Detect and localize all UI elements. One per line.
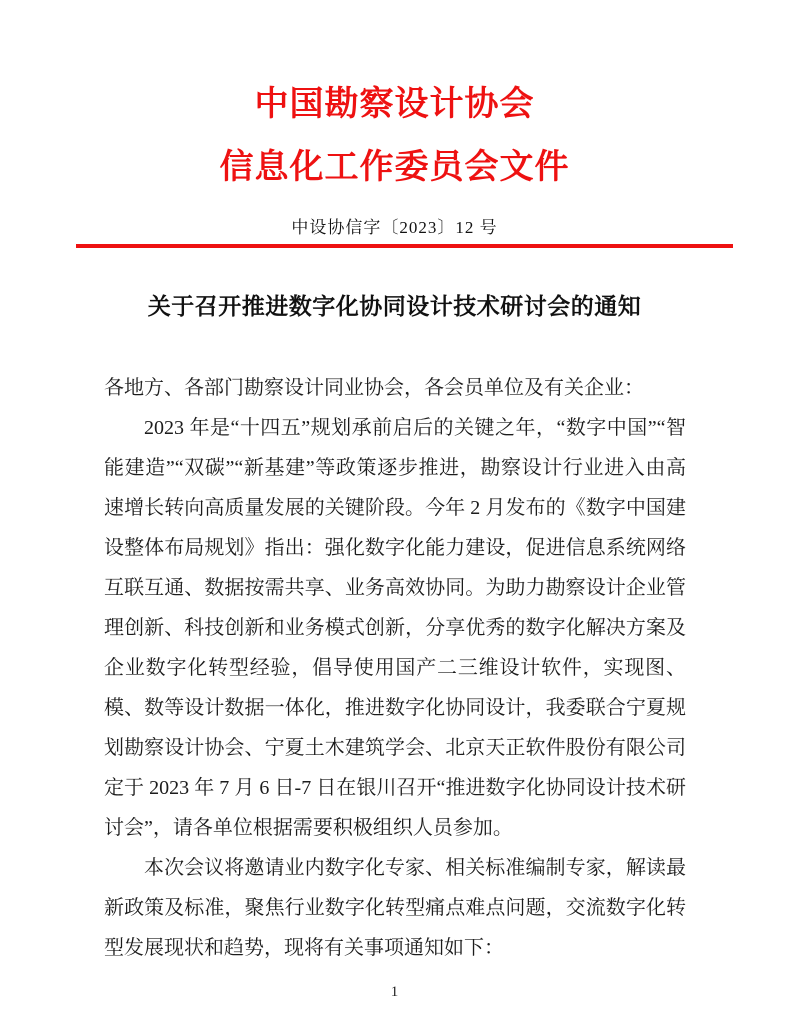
document-body xyxy=(104,368,686,968)
body-paragraph-1: 2023 年是“十四五”规划承前启后的关键之年，“数字中国”“智能建造”“双碳”“新基建”等政策逐步推进，勘察设计行业进入由高速增长转向高质量发展的关键阶段。今年 2 月发布的《数字中国建设整体布局规划》指出：强化数字化能力建设，促进信息系统网络互联互通、数据按需共享、业务高效协同。为助力勘察设计企业管理创新、科技创新和业务模式创新，分享优秀的数字化解决方案及企业数字化转型经验，倡导使用国产二三维设计软件，实现图、模、数等设计数据一体化，推进数字化协同设计，我委联合宁夏规划勘察设计协会、宁夏土木建筑学会、北京天正软件股份有限公司定于 2023 年 7 月 6 日-7 日在银川召开“推进数字化协同设计技术研讨会”，请各单位根据需要积极组织人员参加。 xyxy=(104,417,686,839)
page-number: 1 xyxy=(390,984,399,1000)
org-name-line1: 中国勘察设计协会 xyxy=(254,86,535,123)
page-footer xyxy=(0,982,789,1002)
red-divider-rule xyxy=(76,244,733,248)
document-title: 关于召开推进数字化协同设计技术研讨会的通知 xyxy=(147,294,642,319)
body-paragraph-2: 本次会议将邀请业内数字化专家、相关标准编制专家，解读最新政策及标准，聚焦行业数字化转型痛点难点问题，交流数字化转型发展现状和趋势，现将有关事项通知如下： xyxy=(104,857,686,959)
salutation-line: 各地方、各部门勘察设计同业协会，各会员单位及有关企业： xyxy=(104,377,644,399)
org-name-line2: 信息化工作委员会文件 xyxy=(219,149,570,186)
doc-number: 中设协信字〔2023〕12 号 xyxy=(291,218,498,237)
